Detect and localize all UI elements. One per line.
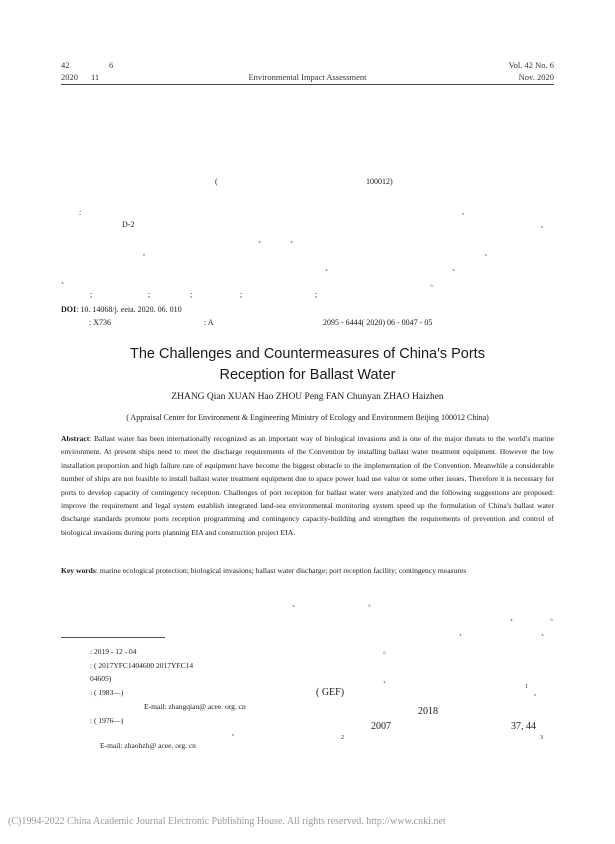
body-period: 。 xyxy=(383,646,391,655)
corresponding-author-email: E-mail: zhaohzh@ acee. org. cn xyxy=(100,741,196,750)
keywords-label: Key words xyxy=(61,566,96,575)
body-enum-mark: 、 xyxy=(541,628,549,637)
citation-superscript: 3 xyxy=(540,735,543,741)
doi-value: : 10. 14068/j. eeia. 2020. 06. 010 xyxy=(76,305,182,314)
paper-title xyxy=(0,344,615,386)
abstract-text: : Ballast water has been internationally recognized as an important way of biological invasions and is one of the major threats to the world′s marine environment. At present ships need to meet the discharge requirements of the Convention by installing ballast water treatment equipment. However the low installation proportion and high failure rate of equipment have become the biggest obstacle to the implementation of the Convention. Meanwhile a considerable number of ships are not feasible to install ballast water treatment equipment due to space power load use value or some other issues. Therefore it is necessary for ports to develop capacity of contingency reception. Challenges of port reception for ballast water were analyzed and the following suggestions are proposed: improve the requirement and legal system establish integrated land-sea environmental monitoring system speed up the formulation of China′s ballast water discharge standards promote ports reception programming and contingency capacity-building and strengthen the requirements of prevention and control of biological invasions during ports planning EIA and construction project EIA. xyxy=(61,434,554,537)
cn-keyword-sep: ; xyxy=(90,290,93,299)
cn-affiliation-postcode: 100012) xyxy=(366,177,393,186)
header-volume-cn: 42 xyxy=(61,60,70,70)
header-month-cn: 11 xyxy=(91,72,100,82)
header-issue-cn: 6 xyxy=(109,60,114,70)
cn-abstract-colon: : xyxy=(79,208,82,217)
first-author-info: : ( 1983—) xyxy=(90,688,124,697)
footnote-rule xyxy=(61,637,165,638)
cn-comma: , xyxy=(462,207,464,216)
reference-numbers: 37, 44 xyxy=(511,721,536,732)
cn-enum-mark: 、 xyxy=(452,263,460,272)
doi-label: DOI xyxy=(61,305,77,314)
copyright-watermark: (C)1994-2022 China Academic Journal Electronic Publishing House. All rights reserved. http://www.cnki.net xyxy=(8,816,446,827)
body-period: 。 xyxy=(368,599,376,608)
article-id: 2095 - 6444( 2020) 06 - 0047 - 05 xyxy=(323,318,433,327)
clc-number: : X736 xyxy=(89,318,111,327)
body-enum-mark: 、 xyxy=(383,675,391,684)
paper-title-line-1: The Challenges and Countermeasures of China′s Ports xyxy=(130,346,485,362)
cn-keyword-sep: ; xyxy=(148,290,151,299)
cn-enum-mark: 、 xyxy=(290,235,298,244)
cn-enum-mark: 、 xyxy=(61,276,69,285)
keywords-text: : marine ecological protection; biological invasions; ballast water discharge; port reception facility; contingency measures xyxy=(95,566,467,575)
body-enum-mark: 、 xyxy=(459,628,467,637)
received-date: : 2019 - 12 - 04 xyxy=(90,647,137,656)
cn-period: 。 xyxy=(430,279,438,288)
abstract-label: Abstract xyxy=(61,434,90,443)
cn-period: , xyxy=(143,248,145,257)
cn-keyword-sep: ; xyxy=(315,290,318,299)
header-year-cn: 2020 xyxy=(61,72,78,82)
gef-abbrev: ( GEF) xyxy=(316,687,345,698)
footnote-comma: , xyxy=(232,728,234,737)
year-2018: 2018 xyxy=(418,706,438,717)
header-volume-en: Vol. 42 No. 6 xyxy=(508,60,554,70)
body-enum-mark: 、 xyxy=(292,599,300,608)
cn-comma: , xyxy=(541,220,543,229)
cn-comma: , xyxy=(485,248,487,257)
cn-d2-label: D-2 xyxy=(122,220,135,229)
author-affiliation: ( Appraisal Center for Environment & Engineering Ministry of Ecology and Environment Beijing 100012 China) xyxy=(126,413,489,422)
cn-affiliation-open: ( xyxy=(215,177,218,186)
doi-line xyxy=(61,305,182,314)
cn-keyword-sep: ; xyxy=(240,290,243,299)
cn-enum-mark: 、 xyxy=(325,263,333,272)
body-comma: , xyxy=(534,688,536,697)
fund-info: : ( 2017YFC1404600 2017YFC14 xyxy=(90,661,194,670)
document-code: : A xyxy=(204,318,214,327)
body-enum-mark: 、 xyxy=(510,613,518,622)
first-author-email: E-mail: zhangqian@ acee. org. cn xyxy=(144,702,246,711)
cn-enum-mark: 、 xyxy=(258,235,266,244)
body-period: 。 xyxy=(550,613,558,622)
abstract xyxy=(61,432,554,539)
header-date-en: Nov. 2020 xyxy=(518,72,554,82)
paper-title-line-2: Reception for Ballast Water xyxy=(219,367,396,383)
author-list: ZHANG Qian XUAN Hao ZHOU Peng FAN Chunyan ZHAO Haizhen xyxy=(171,392,444,402)
header-rule xyxy=(61,84,554,85)
year-2007: 2007 xyxy=(371,721,391,732)
corresponding-author-info: : ( 1976—) xyxy=(90,716,124,725)
citation-superscript: 1 xyxy=(525,684,528,690)
citation-superscript: 2 xyxy=(341,735,344,741)
fund-info-cont: 04605) xyxy=(90,674,112,683)
cn-keyword-sep: ; xyxy=(190,290,193,299)
keywords xyxy=(61,564,554,577)
header-journal-title: Environmental Impact Assessment xyxy=(248,72,367,82)
